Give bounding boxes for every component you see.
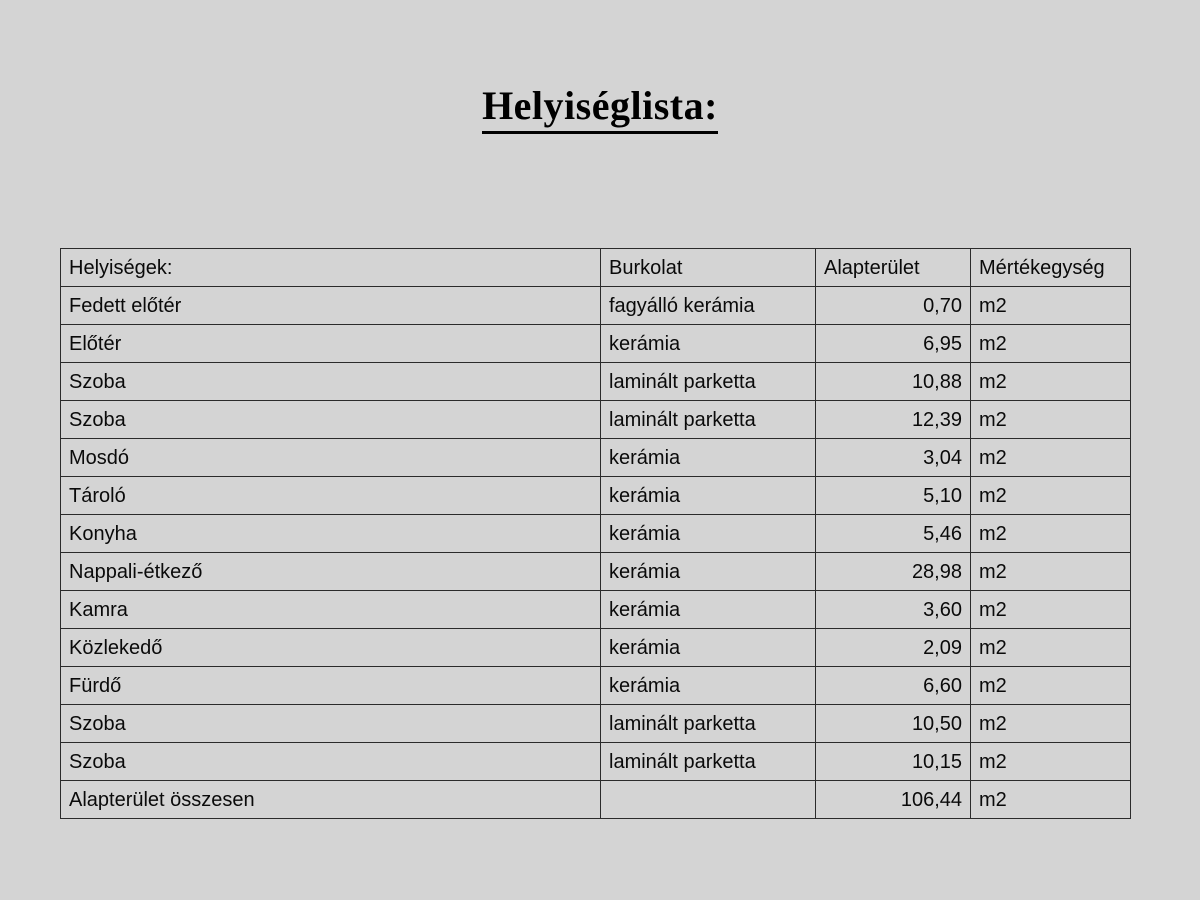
cell-area-total: 106,44 [816, 781, 971, 819]
cell-room: Mosdó [61, 439, 601, 477]
cell-covering: laminált parketta [601, 401, 816, 439]
cell-area: 28,98 [816, 553, 971, 591]
cell-area: 5,10 [816, 477, 971, 515]
cell-unit: m2 [971, 743, 1131, 781]
column-header-covering: Burkolat [601, 249, 816, 287]
table-row [61, 743, 1131, 781]
table-row [61, 325, 1131, 363]
cell-room: Nappali-étkező [61, 553, 601, 591]
cell-covering: kerámia [601, 477, 816, 515]
cell-area: 5,46 [816, 515, 971, 553]
room-list-table [60, 248, 1131, 819]
cell-unit: m2 [971, 781, 1131, 819]
cell-unit: m2 [971, 401, 1131, 439]
cell-covering: fagyálló kerámia [601, 287, 816, 325]
cell-area: 10,88 [816, 363, 971, 401]
cell-unit: m2 [971, 705, 1131, 743]
cell-room: Szoba [61, 705, 601, 743]
table-row [61, 287, 1131, 325]
cell-room: Előtér [61, 325, 601, 363]
table-row [61, 667, 1131, 705]
cell-unit: m2 [971, 515, 1131, 553]
cell-room: Tároló [61, 477, 601, 515]
cell-area: 10,50 [816, 705, 971, 743]
cell-covering: kerámia [601, 553, 816, 591]
table-body [61, 287, 1131, 819]
table-row [61, 477, 1131, 515]
table-row [61, 439, 1131, 477]
cell-area: 10,15 [816, 743, 971, 781]
cell-covering [601, 781, 816, 819]
cell-covering: kerámia [601, 667, 816, 705]
cell-room: Közlekedő [61, 629, 601, 667]
table-row [61, 401, 1131, 439]
cell-room: Szoba [61, 363, 601, 401]
column-header-room: Helyiségek: [61, 249, 601, 287]
cell-unit: m2 [971, 325, 1131, 363]
cell-covering: kerámia [601, 591, 816, 629]
page-title [0, 82, 1200, 134]
cell-area: 12,39 [816, 401, 971, 439]
table-row [61, 363, 1131, 401]
table-row [61, 553, 1131, 591]
cell-room: Konyha [61, 515, 601, 553]
table-header [61, 249, 1131, 287]
page-title-text: Helyiséglista: [482, 82, 718, 134]
table-row [61, 591, 1131, 629]
column-header-unit: Mértékegység [971, 249, 1131, 287]
cell-unit: m2 [971, 363, 1131, 401]
cell-unit: m2 [971, 439, 1131, 477]
cell-area: 6,95 [816, 325, 971, 363]
cell-unit: m2 [971, 591, 1131, 629]
cell-area: 3,04 [816, 439, 971, 477]
table-row [61, 629, 1131, 667]
table-header-row [61, 249, 1131, 287]
cell-area: 2,09 [816, 629, 971, 667]
cell-unit: m2 [971, 477, 1131, 515]
table-row [61, 705, 1131, 743]
column-header-area: Alapterület [816, 249, 971, 287]
cell-unit: m2 [971, 629, 1131, 667]
cell-covering: laminált parketta [601, 363, 816, 401]
cell-area: 3,60 [816, 591, 971, 629]
table-row [61, 515, 1131, 553]
cell-unit: m2 [971, 287, 1131, 325]
cell-room: Szoba [61, 743, 601, 781]
cell-covering: laminált parketta [601, 743, 816, 781]
cell-unit: m2 [971, 553, 1131, 591]
room-list-table-container [60, 248, 1130, 819]
cell-covering: kerámia [601, 439, 816, 477]
cell-room: Fürdő [61, 667, 601, 705]
cell-area: 0,70 [816, 287, 971, 325]
cell-covering: kerámia [601, 515, 816, 553]
cell-covering: laminált parketta [601, 705, 816, 743]
cell-area: 6,60 [816, 667, 971, 705]
cell-room: Szoba [61, 401, 601, 439]
cell-room: Fedett előtér [61, 287, 601, 325]
cell-room-total-label: Alapterület összesen [61, 781, 601, 819]
cell-unit: m2 [971, 667, 1131, 705]
table-row-total [61, 781, 1131, 819]
cell-covering: kerámia [601, 629, 816, 667]
cell-covering: kerámia [601, 325, 816, 363]
cell-room: Kamra [61, 591, 601, 629]
